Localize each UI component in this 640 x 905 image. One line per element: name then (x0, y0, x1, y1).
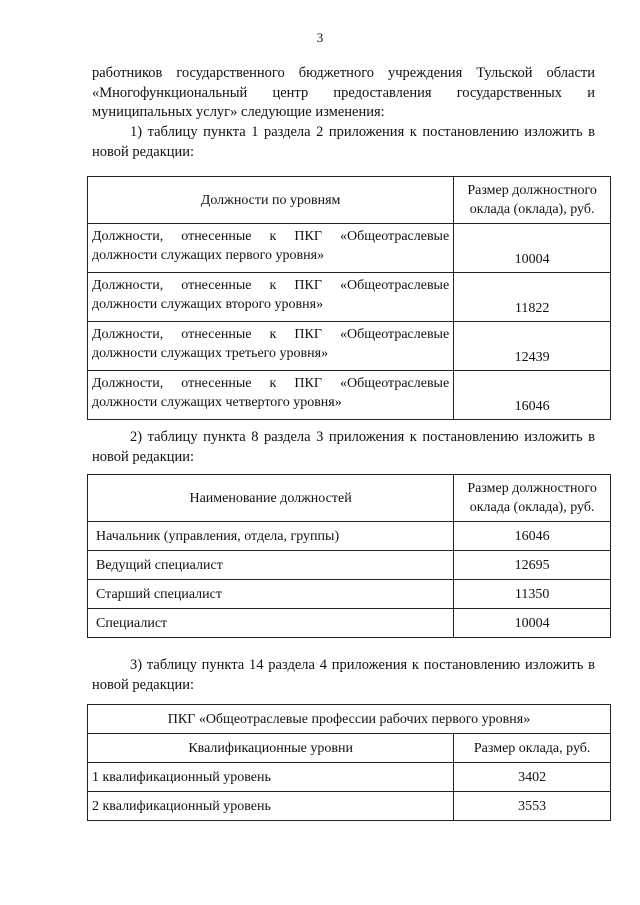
position-cell: Должности, отнесенные к ПКГ «Общеотраслевые должности служащих четвертого уровня» (88, 371, 454, 420)
table-title: ПКГ «Общеотраслевые профессии рабочих первого уровня» (88, 705, 611, 734)
table-row (88, 792, 611, 821)
qualification-level-cell: 2 квалификационный уровень (88, 792, 454, 821)
column-header-positions: Должности по уровням (88, 177, 454, 224)
table-row (88, 371, 611, 420)
table-row (88, 224, 611, 273)
table-row (88, 551, 611, 580)
column-header-qualification-levels: Квалификационные уровни (88, 734, 454, 763)
table-worker-professions (87, 704, 611, 821)
salary-cell: 16046 (454, 371, 611, 420)
column-header-position-names: Наименование должностей (88, 475, 454, 522)
intro-paragraph: работников государственного бюджетного учреждения Тульской области «Многофункциональный центр предоставления государственных и муниципальных услуг» следующие изменения: (92, 65, 595, 120)
position-cell: Начальник (управления, отдела, группы) (88, 522, 454, 551)
table-row (88, 273, 611, 322)
table-salary-levels (87, 176, 611, 420)
position-cell: Ведущий специалист (88, 551, 454, 580)
position-cell: Должности, отнесенные к ПКГ «Общеотраслевые должности служащих третьего уровня» (88, 322, 454, 371)
position-cell: Старший специалист (88, 580, 454, 609)
salary-cell: 3553 (454, 792, 611, 821)
salary-cell: 12695 (454, 551, 611, 580)
column-header-salary: Размер должностного оклада (оклада), руб. (454, 475, 611, 522)
column-header-salary: Размер должностного оклада (оклада), руб. (454, 177, 611, 224)
salary-cell: 12439 (454, 322, 611, 371)
table-row (88, 522, 611, 551)
salary-cell: 11350 (454, 580, 611, 609)
position-cell: Специалист (88, 609, 454, 638)
salary-cell: 3402 (454, 763, 611, 792)
salary-cell: 11822 (454, 273, 611, 322)
table-row (88, 763, 611, 792)
position-cell: Должности, отнесенные к ПКГ «Общеотраслевые должности служащих второго уровня» (88, 273, 454, 322)
table-header-row (88, 734, 611, 763)
page-number: 3 (316, 30, 324, 45)
column-header-salary: Размер оклада, руб. (454, 734, 611, 763)
table-row (88, 580, 611, 609)
qualification-level-cell: 1 квалификационный уровень (88, 763, 454, 792)
salary-cell: 16046 (454, 522, 611, 551)
table-row (88, 609, 611, 638)
table-title-row (88, 705, 611, 734)
salary-cell: 10004 (454, 224, 611, 273)
item-1-paragraph: 1) таблицу пункта 1 раздела 2 приложения к постановлению изложить в новой редакции: (92, 124, 595, 160)
salary-cell: 10004 (454, 609, 611, 638)
table-header-row (88, 177, 611, 224)
table-header-row (88, 475, 611, 522)
table-row (88, 322, 611, 371)
item-3-paragraph: 3) таблицу пункта 14 раздела 4 приложения к постановлению изложить в новой редакции: (92, 657, 595, 693)
table-position-names (87, 474, 611, 638)
item-2-paragraph: 2) таблицу пункта 8 раздела 3 приложения к постановлению изложить в новой редакции: (92, 429, 595, 465)
position-cell: Должности, отнесенные к ПКГ «Общеотраслевые должности служащих первого уровня» (88, 224, 454, 273)
